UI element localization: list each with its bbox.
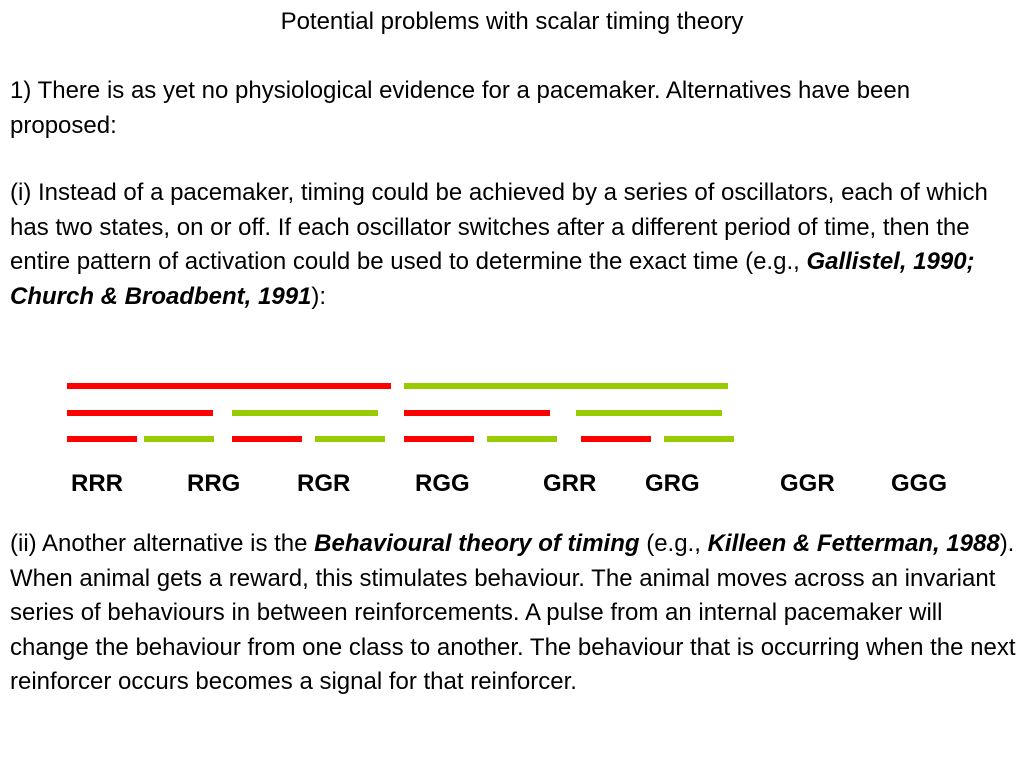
oscillator-3-on-segment bbox=[487, 436, 557, 442]
alternative-2-citation: Killeen & Fetterman, 1988 bbox=[707, 530, 1000, 557]
oscillator-3-off-segment bbox=[581, 436, 651, 442]
oscillator-2-on-segment bbox=[232, 410, 378, 416]
state-label-grr: GRR bbox=[543, 470, 597, 497]
oscillator-1-on-segment bbox=[404, 383, 728, 389]
oscillator-3-off-segment bbox=[232, 436, 302, 442]
state-label-grg: GRG bbox=[645, 470, 700, 497]
state-label-rgr: RGR bbox=[297, 470, 351, 497]
oscillator-3-on-segment bbox=[664, 436, 734, 442]
alternative-1-text: (i) Instead of a pacemaker, timing could be achieved by a series of oscillators, each of which has two states, on or off. If each oscillator switches after a different period of time, then the entire pattern of activation could be used to determine the exact time (e.g., bbox=[10, 179, 988, 275]
oscillator-3-on-segment bbox=[144, 436, 214, 442]
oscillator-3-off-segment bbox=[404, 436, 474, 442]
alternative-2-paragraph bbox=[10, 527, 1020, 700]
alternative-1-citation: Gallistel, 1990; Church & Broadbent, 1991 bbox=[10, 248, 975, 310]
behavioural-theory-term: Behavioural theory of timing bbox=[314, 530, 640, 557]
oscillator-2-off-segment bbox=[404, 410, 550, 416]
oscillator-1-off-segment bbox=[67, 383, 391, 389]
state-label-rrg: RRG bbox=[187, 470, 241, 497]
alternative-2-eg: (e.g., bbox=[639, 530, 708, 557]
point-1-text: 1) There is as yet no physiological evidence for a pacemaker. Alternatives have been proposed: bbox=[10, 77, 911, 139]
alternative-2-intro: (ii) Another alternative is the bbox=[10, 530, 315, 557]
state-label-rrr: RRR bbox=[71, 470, 123, 497]
alternative-1-end: ): bbox=[311, 282, 327, 310]
state-label-rgg: RGG bbox=[415, 470, 470, 497]
slide-title: Potential problems with scalar timing theory bbox=[280, 8, 744, 35]
oscillator-3-off-segment bbox=[67, 436, 137, 442]
state-label-ggg: GGG bbox=[891, 470, 948, 497]
alternative-1-paragraph bbox=[10, 176, 1020, 314]
oscillator-2-off-segment bbox=[67, 410, 213, 416]
oscillator-2-on-segment bbox=[576, 410, 722, 416]
state-label-ggr: GGR bbox=[780, 470, 835, 497]
oscillator-diagram bbox=[0, 370, 1024, 460]
alternative-2-text: ). When animal gets a reward, this stimulates behaviour. The animal moves across an invariant series of behaviours in between reinforcements. A pulse from an internal pacemaker will change the behaviour from one class to another. The behaviour that is occurring when the next reinforcer occurs becomes a signal for that reinforcer. bbox=[10, 530, 1016, 695]
oscillator-3-on-segment bbox=[315, 436, 385, 442]
